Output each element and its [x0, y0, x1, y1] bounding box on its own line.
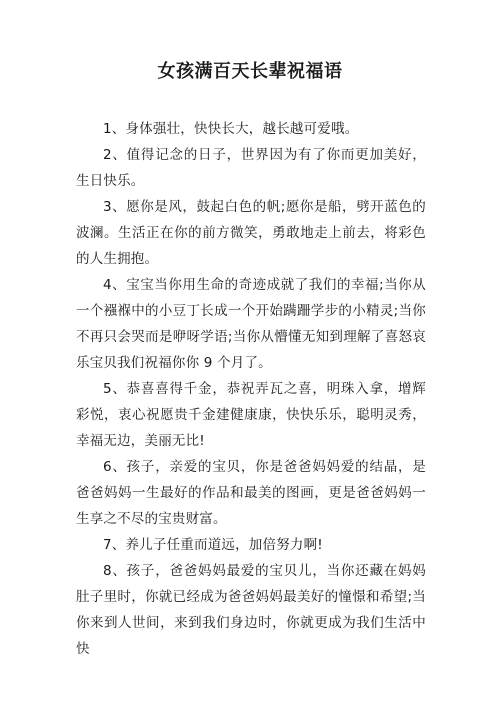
- paragraph-6: 6、孩子，亲爱的宝贝，你是爸爸妈妈爱的结晶，是爸爸妈妈一生最好的作品和最美的图画，更是爸爸妈妈一生享之不尽的宝贵财富。: [76, 459, 426, 527]
- paragraph-1: 1、身体强壮，快快长大，越长越可爱哦。: [103, 121, 359, 137]
- paragraph-3: 3、愿你是风，鼓起白色的帆;愿你是船，劈开蓝色的波澜。生活正在你的前方微笑，勇敢地走上前去，将彩色的人生拥抱。: [76, 199, 426, 267]
- document-body: [76, 116, 426, 662]
- paragraph-5: 5、恭喜喜得千金，恭祝弄瓦之喜，明珠入拿，增辉彩悦，衷心祝愿贵千金建健康康，快快乐乐，聪明灵秀，幸福无边，美丽无比!: [76, 381, 426, 449]
- paragraph-7: 7、养儿子任重而道远，加倍努力啊!: [103, 537, 323, 553]
- paragraph-8: 8、孩子，爸爸妈妈最爱的宝贝儿，当你还藏在妈妈肚子里时，你就已经成为爸爸妈妈最美好的憧憬和希望;当你来到人世间，来到我们身边时，你就更成为我们生活中快: [76, 563, 426, 657]
- paragraph-4: 4、宝宝当你用生命的奇迹成就了我们的幸福;当你从一个襁褓中的小豆丁长成一个开始蹒跚学步的小精灵;当你不再只会哭而是咿呀学语;当你从懵懂无知到理解了喜怒哀乐宝贝我们祝福你你 9 个月了。: [76, 277, 426, 371]
- paragraph-2: 2、值得记念的日子，世界因为有了你而更加美好，生日快乐。: [76, 147, 426, 189]
- document-title: 女孩满百天长辈祝福语: [157, 61, 343, 82]
